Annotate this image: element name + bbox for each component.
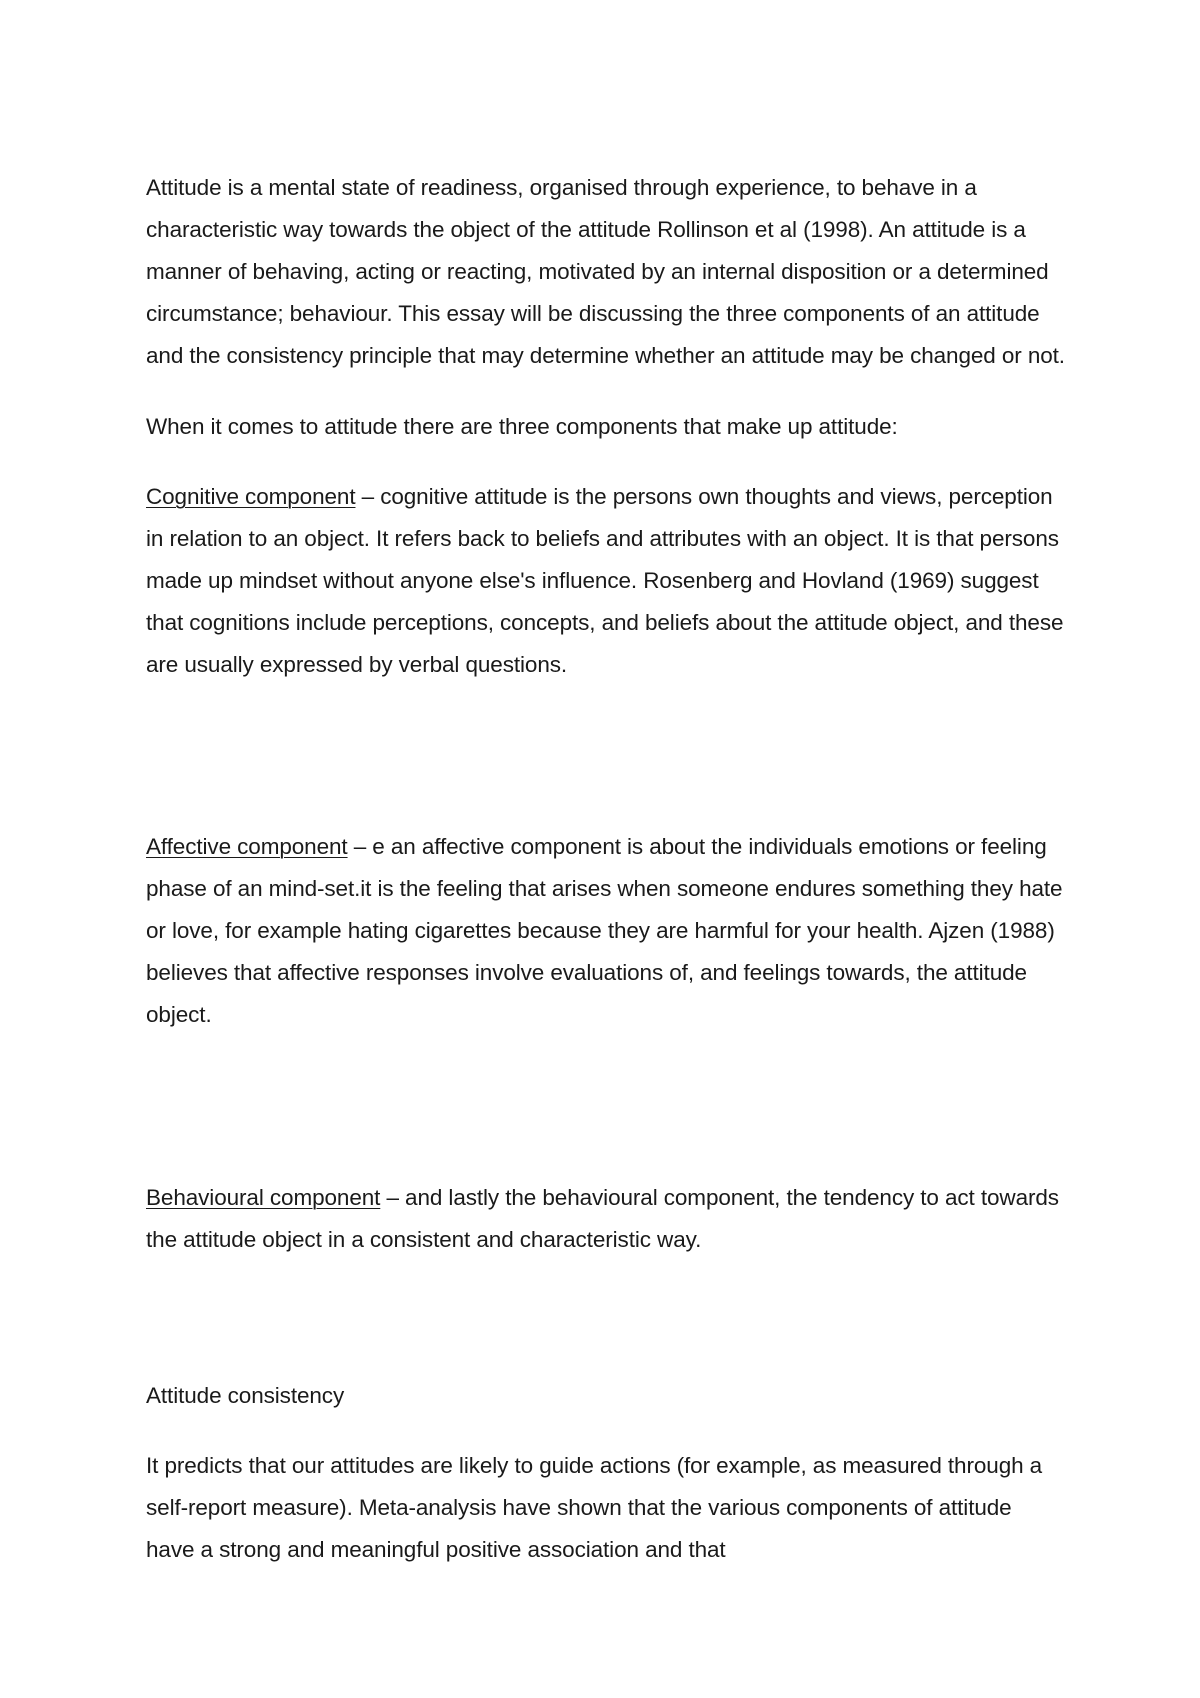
document-body (146, 167, 1066, 1571)
behavioural-component-paragraph (146, 1177, 1066, 1261)
consistency-paragraph: It predicts that our attitudes are likely to guide actions (for example, as measured through a self-report measure). Meta-analysis have shown that the various components of attitude have a strong and meaningful positive association and that (146, 1453, 1043, 1562)
affective-component-text: – e an affective component is about the individuals emotions or feeling phase of an mind-set.it is the feeling that arises when someone endures something they hate or love, for example hating cigarettes because they are harmful for your health. Ajzen (1988) believes that affective responses involve evaluations of, and feelings towards, the attitude object. (146, 834, 1063, 1027)
affective-component-paragraph (146, 826, 1066, 1036)
consistency-heading: Attitude consistency (146, 1383, 345, 1408)
behavioural-component-text: – and lastly the behavioural component, the tendency to act towards the attitude object in a consistent and characteristic way. (146, 1185, 1059, 1252)
cognitive-component-term: Cognitive component (146, 484, 356, 509)
intro-paragraph: Attitude is a mental state of readiness, organised through experience, to behave in a characteristic way towards the object of the attitude Rollinson et al (1998). An attitude is a manner of behaving, acting or reacting, motivated by an internal disposition or a determined circumstance; behaviour. This essay will be discussing the three components of an attitude and the consistency principle that may determine whether an attitude may be changed or not. (146, 175, 1065, 368)
behavioural-component-term: Behavioural component (146, 1185, 381, 1210)
components-intro-paragraph: When it comes to attitude there are three components that make up attitude: (146, 414, 898, 439)
cognitive-component-text: – cognitive attitude is the persons own thoughts and views, perception in relation to an object. It refers back to beliefs and attributes with an object. It is that persons made up mindset without anyone else's influence. Rosenberg and Hovland (1969) suggest that cognitions include perceptions, concepts, and beliefs about the attitude object, and these are usually expressed by verbal questions. (146, 484, 1064, 677)
cognitive-component-paragraph (146, 476, 1066, 686)
affective-component-term: Affective component (146, 834, 348, 859)
